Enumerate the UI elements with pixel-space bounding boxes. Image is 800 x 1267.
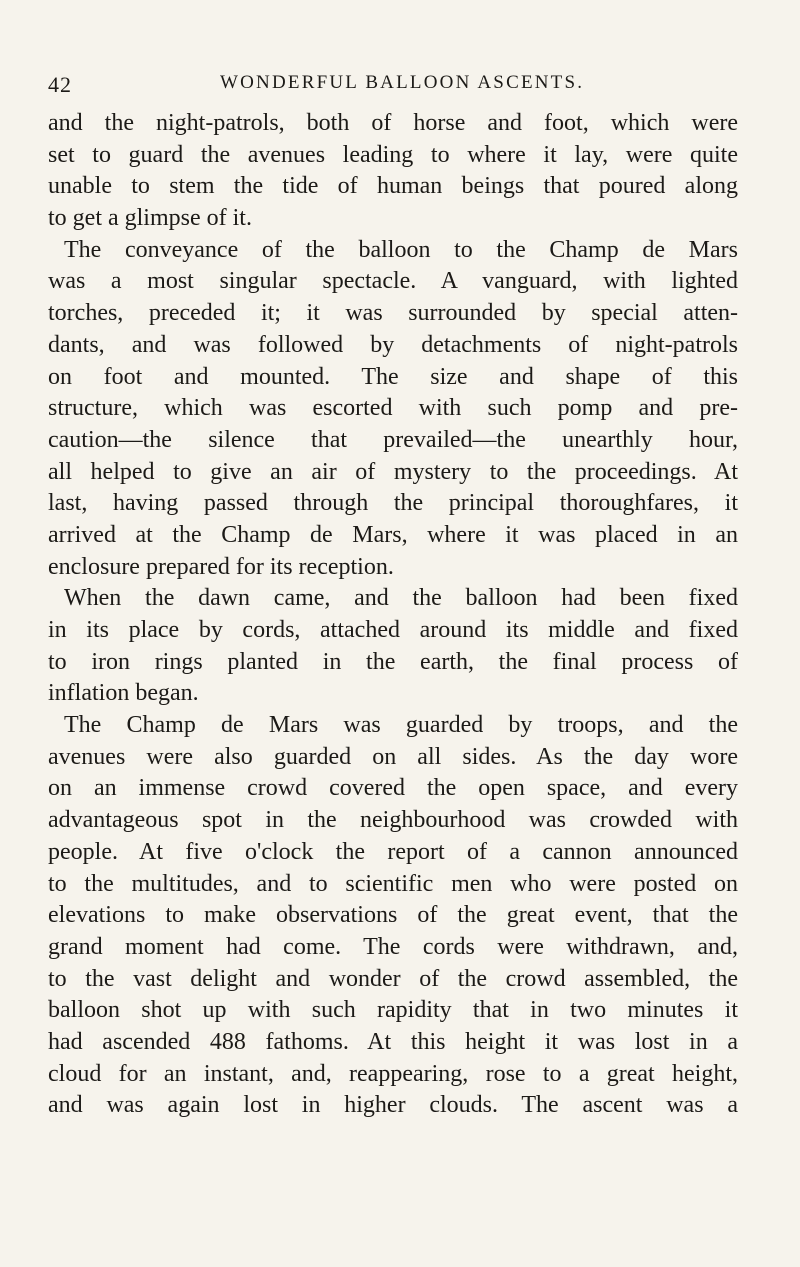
text-line: all helped to give an air of mystery to the proceedings. At [48, 458, 738, 485]
text-line: When the dawn came, and the balloon had been fixed [64, 585, 738, 612]
text-line: balloon shot up with such rapidity that in two minutes it [48, 997, 738, 1024]
running-head [48, 72, 738, 106]
body-text [48, 108, 738, 1122]
text-line: advantageous spot in the neighbourhood was crowded with [48, 807, 738, 834]
page-number: 42 [48, 72, 72, 97]
text-line: dants, and was followed by detachments of night-patrols [48, 331, 738, 358]
text-line: to get a glimpse of it. [48, 205, 252, 232]
text-line: on an immense crowd covered the open space, and every [48, 775, 738, 802]
text-line: had ascended 488 fathoms. At this height it was lost in a [48, 1028, 738, 1055]
text-line: and the night-patrols, both of horse and foot, which were [48, 110, 738, 136]
text-line: was a most singular spectacle. A vanguard, with lighted [48, 268, 738, 295]
text-line: to the multitudes, and to scientific men who were posted on [48, 870, 738, 897]
text-line: last, having passed through the principal thoroughfares, it [48, 490, 738, 517]
text-line: structure, which was escorted with such pomp and pre- [48, 395, 738, 422]
text-line: cloud for an instant, and, reappearing, rose to a great height, [48, 1060, 738, 1087]
text-line: unable to stem the tide of human beings that poured along [48, 173, 738, 200]
text-line: inflation began. [48, 680, 199, 707]
text-line: enclosure prepared for its reception. [48, 553, 394, 580]
text-line: grand moment had come. The cords were withdrawn, and, [48, 933, 738, 960]
text-line: arrived at the Champ de Mars, where it was placed in an [48, 521, 738, 548]
text-line: avenues were also guarded on all sides. As the day wore [48, 743, 738, 770]
text-line: in its place by cords, attached around its middle and fixed [48, 617, 738, 643]
text-line: to the vast delight and wonder of the crowd assembled, the [48, 965, 738, 992]
text-line: to iron rings planted in the earth, the final process of [48, 648, 738, 675]
text-line: elevations to make observations of the great event, that the [48, 902, 738, 929]
text-line: on foot and mounted. The size and shape of this [48, 363, 738, 390]
text-line: caution—the silence that prevailed—the unearthly hour, [48, 426, 738, 453]
text-line: The Champ de Mars was guarded by troops, and the [64, 712, 738, 739]
text-line: people. At five o'clock the report of a cannon announced [48, 838, 738, 865]
text-line: and was again lost in higher clouds. The ascent was a [48, 1092, 738, 1119]
text-line: The conveyance of the balloon to the Champ de Mars [64, 236, 738, 263]
running-title: WONDERFUL BALLOON ASCENTS. [220, 72, 585, 93]
text-line: set to guard the avenues leading to where it lay, were quite [48, 141, 738, 168]
text-line: torches, preceded it; it was surrounded by special atten- [48, 300, 738, 327]
